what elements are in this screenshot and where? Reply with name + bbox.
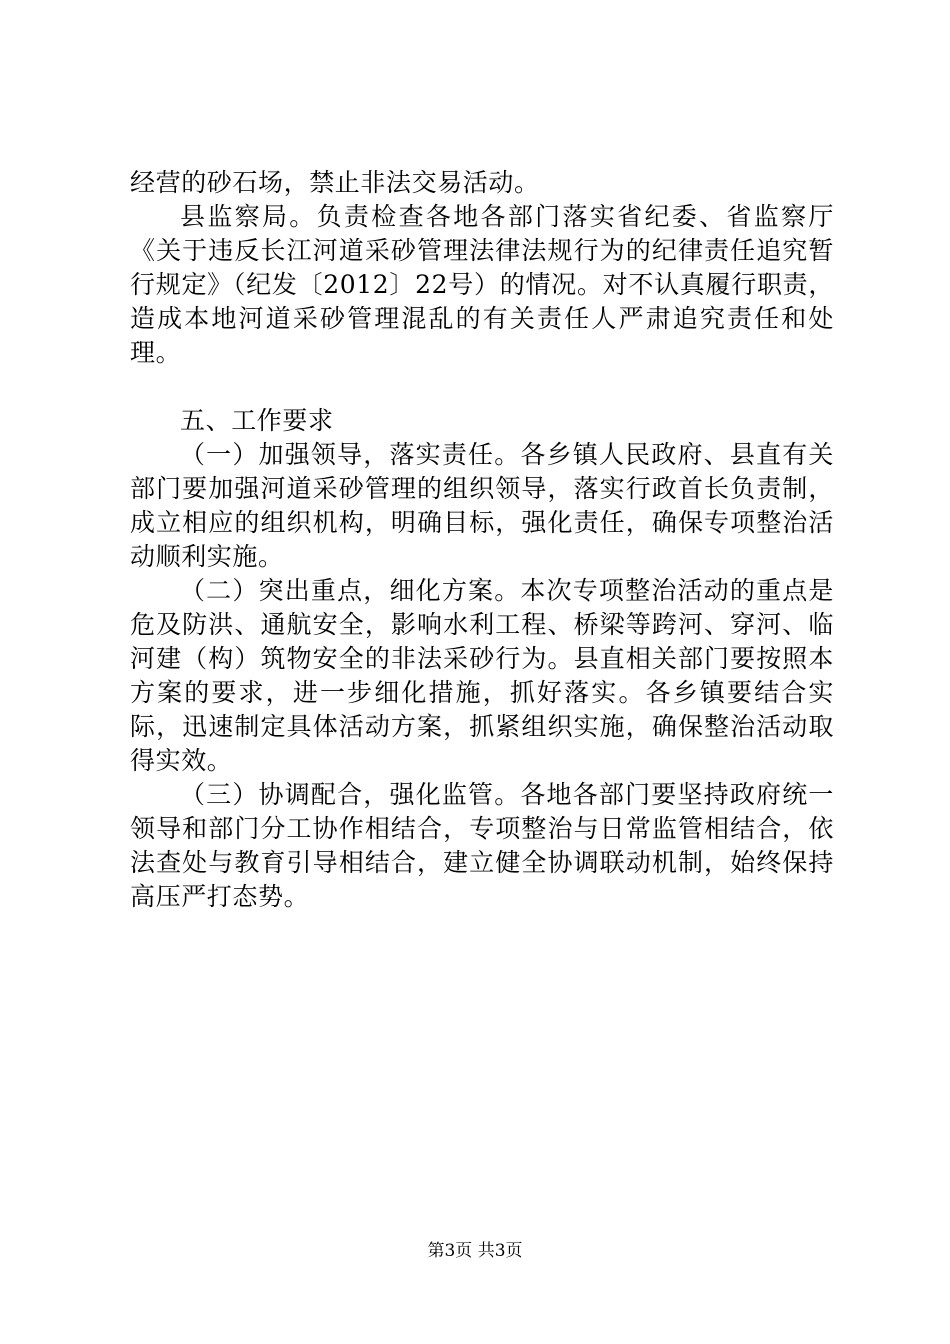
document-body	[130, 166, 834, 914]
paragraph-requirement-1: （一）加强领导，落实责任。各乡镇人民政府、县直有关部门要加强河道采砂管理的组织领导，落实行政首长负责制，成立相应的组织机构，明确目标，强化责任，确保专项整治活动顺利实施。	[130, 440, 834, 571]
paragraph-requirement-3: （三）协调配合，强化监管。各地各部门要坚持政府统一领导和部门分工协作相结合，专项整治与日常监管相结合，依法查处与教育引导相结合，建立健全协调联动机制，始终保持高压严打态势。	[130, 780, 834, 911]
page-footer	[0, 1240, 950, 1262]
paragraph-continuation: 经营的砂石场，禁止非法交易活动。	[130, 168, 540, 197]
paragraph-requirement-2: （二）突出重点，细化方案。本次专项整治活动的重点是危及防洪、通航安全，影响水利工程、桥梁等跨河、穿河、临河建（构）筑物安全的非法采砂行为。县直相关部门要按照本方案的要求，进一步细化措施，抓好落实。各乡镇要结合实际，迅速制定具体活动方案，抓紧组织实施，确保整治活动取得实效。	[130, 576, 834, 775]
paragraph-supervision-bureau: 县监察局。负责检查各地各部门落实省纪委、省监察厅《关于违反长江河道采砂管理法律法规行为的纪律责任追究暂行规定》（纪发〔2012〕22号）的情况。对不认真履行职责，造成本地河道采砂管理混乱的有关责任人严肃追究责任和处理。	[130, 202, 834, 367]
page-number-label: 第3页 共3页	[427, 1241, 523, 1261]
section-heading: 五、工作要求	[180, 406, 334, 435]
